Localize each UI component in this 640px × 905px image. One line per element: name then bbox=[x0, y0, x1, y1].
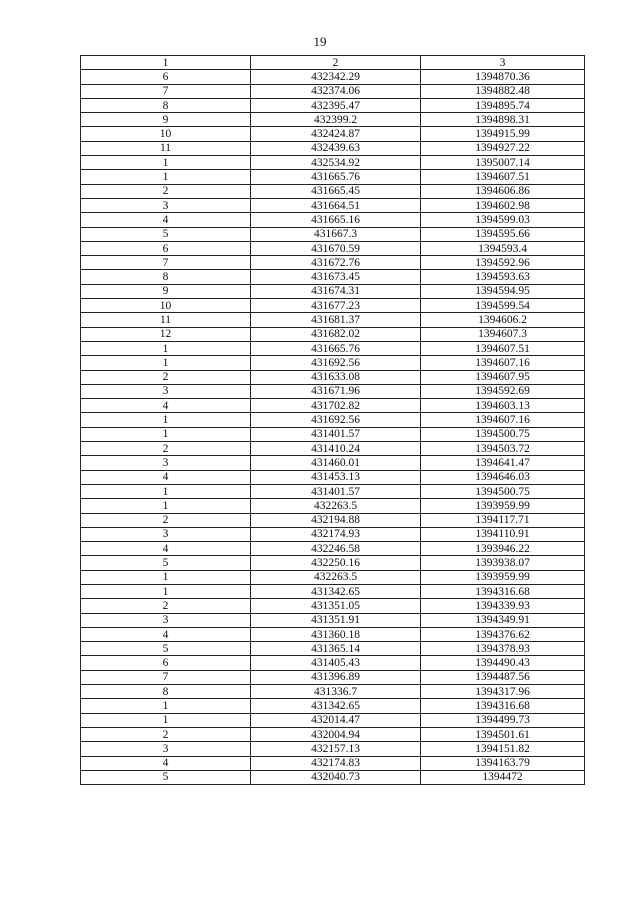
cell-x-coordinate: 431665.45 bbox=[251, 184, 421, 198]
table-row bbox=[81, 213, 585, 227]
table-row bbox=[81, 384, 585, 398]
cell-point-number: 4 bbox=[81, 399, 251, 413]
cell-x-coordinate: 432439.63 bbox=[251, 141, 421, 155]
cell-point-number: 4 bbox=[81, 756, 251, 770]
cell-x-coordinate: 432250.16 bbox=[251, 556, 421, 570]
cell-x-coordinate: 431674.31 bbox=[251, 284, 421, 298]
cell-x-coordinate: 432534.92 bbox=[251, 156, 421, 170]
cell-point-number: 3 bbox=[81, 198, 251, 212]
cell-y-coordinate: 1394607.95 bbox=[421, 370, 585, 384]
cell-point-number: 1 bbox=[81, 699, 251, 713]
cell-y-coordinate: 1394606.2 bbox=[421, 313, 585, 327]
cell-x-coordinate: 431405.43 bbox=[251, 656, 421, 670]
table-row bbox=[81, 327, 585, 341]
cell-x-coordinate: 431342.65 bbox=[251, 584, 421, 598]
cell-point-number: 6 bbox=[81, 241, 251, 255]
cell-y-coordinate: 1394163.79 bbox=[421, 756, 585, 770]
cell-x-coordinate: 432424.87 bbox=[251, 127, 421, 141]
cell-y-coordinate: 1394607.16 bbox=[421, 356, 585, 370]
cell-x-coordinate: 432014.47 bbox=[251, 713, 421, 727]
coordinates-table bbox=[80, 55, 585, 785]
table-row bbox=[81, 699, 585, 713]
cell-x-coordinate: 431681.37 bbox=[251, 313, 421, 327]
cell-y-coordinate: 1394607.16 bbox=[421, 413, 585, 427]
table-body bbox=[81, 70, 585, 785]
cell-y-coordinate: 1394927.22 bbox=[421, 141, 585, 155]
cell-x-coordinate: 431401.57 bbox=[251, 427, 421, 441]
cell-y-coordinate: 1394882.48 bbox=[421, 84, 585, 98]
cell-y-coordinate: 1394500.75 bbox=[421, 484, 585, 498]
cell-y-coordinate: 1394490.43 bbox=[421, 656, 585, 670]
cell-y-coordinate: 1394595.66 bbox=[421, 227, 585, 241]
cell-y-coordinate: 1393959.99 bbox=[421, 570, 585, 584]
cell-point-number: 1 bbox=[81, 570, 251, 584]
cell-y-coordinate: 1394339.93 bbox=[421, 599, 585, 613]
table-row bbox=[81, 685, 585, 699]
column-header-y: 3 bbox=[421, 56, 585, 70]
cell-point-number: 2 bbox=[81, 513, 251, 527]
cell-y-coordinate: 1394606.86 bbox=[421, 184, 585, 198]
cell-y-coordinate: 1394895.74 bbox=[421, 98, 585, 112]
cell-x-coordinate: 432174.83 bbox=[251, 756, 421, 770]
cell-x-coordinate: 431360.18 bbox=[251, 627, 421, 641]
cell-point-number: 4 bbox=[81, 627, 251, 641]
table-row bbox=[81, 742, 585, 756]
cell-x-coordinate: 431673.45 bbox=[251, 270, 421, 284]
cell-y-coordinate: 1394593.4 bbox=[421, 241, 585, 255]
table-row bbox=[81, 513, 585, 527]
cell-y-coordinate: 1394646.03 bbox=[421, 470, 585, 484]
cell-y-coordinate: 1394593.63 bbox=[421, 270, 585, 284]
cell-x-coordinate: 431692.56 bbox=[251, 356, 421, 370]
cell-x-coordinate: 432374.06 bbox=[251, 84, 421, 98]
cell-y-coordinate: 1394607.3 bbox=[421, 327, 585, 341]
cell-point-number: 7 bbox=[81, 256, 251, 270]
cell-x-coordinate: 431342.65 bbox=[251, 699, 421, 713]
table-row bbox=[81, 756, 585, 770]
table-row bbox=[81, 413, 585, 427]
cell-point-number: 4 bbox=[81, 542, 251, 556]
table-row bbox=[81, 442, 585, 456]
table-row bbox=[81, 70, 585, 84]
page-number: 19 bbox=[313, 34, 327, 49]
table-row bbox=[81, 184, 585, 198]
cell-y-coordinate: 1394592.69 bbox=[421, 384, 585, 398]
table-row bbox=[81, 642, 585, 656]
cell-y-coordinate: 1394349.91 bbox=[421, 613, 585, 627]
table-row bbox=[81, 127, 585, 141]
cell-y-coordinate: 1394501.61 bbox=[421, 727, 585, 741]
table-row bbox=[81, 727, 585, 741]
table-row bbox=[81, 456, 585, 470]
cell-y-coordinate: 1394592.96 bbox=[421, 256, 585, 270]
cell-point-number: 5 bbox=[81, 556, 251, 570]
cell-y-coordinate: 1393938.07 bbox=[421, 556, 585, 570]
cell-y-coordinate: 1394316.68 bbox=[421, 584, 585, 598]
table-row bbox=[81, 613, 585, 627]
cell-point-number: 6 bbox=[81, 70, 251, 84]
table-row bbox=[81, 270, 585, 284]
table-row bbox=[81, 527, 585, 541]
cell-x-coordinate: 432174.93 bbox=[251, 527, 421, 541]
cell-point-number: 8 bbox=[81, 270, 251, 284]
cell-x-coordinate: 431365.14 bbox=[251, 642, 421, 656]
table-row bbox=[81, 227, 585, 241]
cell-y-coordinate: 1394602.98 bbox=[421, 198, 585, 212]
cell-x-coordinate: 431702.82 bbox=[251, 399, 421, 413]
cell-x-coordinate: 432342.29 bbox=[251, 70, 421, 84]
cell-point-number: 10 bbox=[81, 127, 251, 141]
cell-x-coordinate: 431396.89 bbox=[251, 670, 421, 684]
table-row bbox=[81, 370, 585, 384]
cell-y-coordinate: 1394317.96 bbox=[421, 685, 585, 699]
cell-x-coordinate: 431336.7 bbox=[251, 685, 421, 699]
cell-point-number: 11 bbox=[81, 141, 251, 155]
table-row bbox=[81, 484, 585, 498]
cell-point-number: 1 bbox=[81, 413, 251, 427]
cell-y-coordinate: 1394607.51 bbox=[421, 341, 585, 355]
cell-y-coordinate: 1393946.22 bbox=[421, 542, 585, 556]
cell-point-number: 1 bbox=[81, 356, 251, 370]
cell-x-coordinate: 431633.08 bbox=[251, 370, 421, 384]
cell-point-number: 1 bbox=[81, 170, 251, 184]
table-row bbox=[81, 542, 585, 556]
table-row bbox=[81, 284, 585, 298]
cell-x-coordinate: 431351.05 bbox=[251, 599, 421, 613]
cell-y-coordinate: 1394594.95 bbox=[421, 284, 585, 298]
cell-x-coordinate: 432040.73 bbox=[251, 770, 421, 784]
cell-x-coordinate: 432395.47 bbox=[251, 98, 421, 112]
cell-y-coordinate: 1394503.72 bbox=[421, 442, 585, 456]
cell-point-number: 1 bbox=[81, 341, 251, 355]
cell-point-number: 2 bbox=[81, 442, 251, 456]
cell-y-coordinate: 1394603.13 bbox=[421, 399, 585, 413]
table-header-row bbox=[81, 56, 585, 70]
cell-point-number: 4 bbox=[81, 470, 251, 484]
cell-y-coordinate: 1394641.47 bbox=[421, 456, 585, 470]
cell-y-coordinate: 1394599.03 bbox=[421, 213, 585, 227]
cell-x-coordinate: 431351.91 bbox=[251, 613, 421, 627]
cell-y-coordinate: 1394378.93 bbox=[421, 642, 585, 656]
table-row bbox=[81, 713, 585, 727]
cell-point-number: 8 bbox=[81, 98, 251, 112]
table-row bbox=[81, 627, 585, 641]
cell-point-number: 1 bbox=[81, 484, 251, 498]
cell-x-coordinate: 431667.3 bbox=[251, 227, 421, 241]
cell-y-coordinate: 1394151.82 bbox=[421, 742, 585, 756]
table-row bbox=[81, 241, 585, 255]
table-row bbox=[81, 599, 585, 613]
cell-point-number: 1 bbox=[81, 713, 251, 727]
cell-x-coordinate: 432263.5 bbox=[251, 499, 421, 513]
column-header-x: 2 bbox=[251, 56, 421, 70]
cell-x-coordinate: 431453.13 bbox=[251, 470, 421, 484]
cell-point-number: 1 bbox=[81, 499, 251, 513]
cell-point-number: 7 bbox=[81, 670, 251, 684]
table-row bbox=[81, 470, 585, 484]
cell-y-coordinate: 1394472 bbox=[421, 770, 585, 784]
cell-x-coordinate: 431677.23 bbox=[251, 299, 421, 313]
cell-point-number: 8 bbox=[81, 685, 251, 699]
cell-point-number: 3 bbox=[81, 742, 251, 756]
cell-y-coordinate: 1394117.71 bbox=[421, 513, 585, 527]
cell-y-coordinate: 1393959.99 bbox=[421, 499, 585, 513]
cell-point-number: 5 bbox=[81, 227, 251, 241]
table-row bbox=[81, 341, 585, 355]
cell-y-coordinate: 1394898.31 bbox=[421, 113, 585, 127]
cell-x-coordinate: 431671.96 bbox=[251, 384, 421, 398]
table-row bbox=[81, 84, 585, 98]
table-row bbox=[81, 670, 585, 684]
cell-x-coordinate: 432004.94 bbox=[251, 727, 421, 741]
cell-x-coordinate: 432246.58 bbox=[251, 542, 421, 556]
cell-x-coordinate: 431682.02 bbox=[251, 327, 421, 341]
cell-x-coordinate: 431665.16 bbox=[251, 213, 421, 227]
table-row bbox=[81, 656, 585, 670]
cell-point-number: 1 bbox=[81, 156, 251, 170]
cell-y-coordinate: 1394487.56 bbox=[421, 670, 585, 684]
cell-y-coordinate: 1394499.73 bbox=[421, 713, 585, 727]
cell-point-number: 7 bbox=[81, 84, 251, 98]
column-header-point: 1 bbox=[81, 56, 251, 70]
cell-point-number: 3 bbox=[81, 456, 251, 470]
cell-point-number: 9 bbox=[81, 284, 251, 298]
cell-point-number: 1 bbox=[81, 427, 251, 441]
cell-x-coordinate: 431460.01 bbox=[251, 456, 421, 470]
table-row bbox=[81, 584, 585, 598]
table-row bbox=[81, 570, 585, 584]
cell-point-number: 3 bbox=[81, 527, 251, 541]
cell-y-coordinate: 1395007.14 bbox=[421, 156, 585, 170]
cell-x-coordinate: 431670.59 bbox=[251, 241, 421, 255]
table-row bbox=[81, 156, 585, 170]
cell-point-number: 5 bbox=[81, 770, 251, 784]
cell-y-coordinate: 1394316.68 bbox=[421, 699, 585, 713]
cell-point-number: 9 bbox=[81, 113, 251, 127]
table-row bbox=[81, 198, 585, 212]
table-row bbox=[81, 399, 585, 413]
cell-point-number: 2 bbox=[81, 370, 251, 384]
table-row bbox=[81, 141, 585, 155]
cell-point-number: 2 bbox=[81, 184, 251, 198]
table-row bbox=[81, 770, 585, 784]
cell-x-coordinate: 431401.57 bbox=[251, 484, 421, 498]
table-row bbox=[81, 556, 585, 570]
cell-point-number: 11 bbox=[81, 313, 251, 327]
cell-point-number: 1 bbox=[81, 584, 251, 598]
cell-x-coordinate: 432194.88 bbox=[251, 513, 421, 527]
cell-point-number: 10 bbox=[81, 299, 251, 313]
cell-point-number: 4 bbox=[81, 213, 251, 227]
cell-x-coordinate: 432263.5 bbox=[251, 570, 421, 584]
table-row bbox=[81, 499, 585, 513]
cell-y-coordinate: 1394599.54 bbox=[421, 299, 585, 313]
table-row bbox=[81, 356, 585, 370]
cell-point-number: 2 bbox=[81, 727, 251, 741]
cell-y-coordinate: 1394110.91 bbox=[421, 527, 585, 541]
cell-x-coordinate: 432157.13 bbox=[251, 742, 421, 756]
cell-y-coordinate: 1394500.75 bbox=[421, 427, 585, 441]
cell-y-coordinate: 1394607.51 bbox=[421, 170, 585, 184]
cell-x-coordinate: 431410.24 bbox=[251, 442, 421, 456]
cell-point-number: 3 bbox=[81, 384, 251, 398]
table-row bbox=[81, 256, 585, 270]
cell-point-number: 6 bbox=[81, 656, 251, 670]
cell-x-coordinate: 431692.56 bbox=[251, 413, 421, 427]
table-row bbox=[81, 170, 585, 184]
cell-y-coordinate: 1394870.36 bbox=[421, 70, 585, 84]
table-row bbox=[81, 313, 585, 327]
cell-x-coordinate: 431665.76 bbox=[251, 341, 421, 355]
table-row bbox=[81, 113, 585, 127]
cell-y-coordinate: 1394915.99 bbox=[421, 127, 585, 141]
cell-x-coordinate: 431664.51 bbox=[251, 198, 421, 212]
cell-y-coordinate: 1394376.62 bbox=[421, 627, 585, 641]
cell-x-coordinate: 431672.76 bbox=[251, 256, 421, 270]
cell-point-number: 2 bbox=[81, 599, 251, 613]
cell-point-number: 12 bbox=[81, 327, 251, 341]
table-row bbox=[81, 427, 585, 441]
table-row bbox=[81, 299, 585, 313]
table-row bbox=[81, 98, 585, 112]
cell-point-number: 5 bbox=[81, 642, 251, 656]
cell-point-number: 3 bbox=[81, 613, 251, 627]
cell-x-coordinate: 431665.76 bbox=[251, 170, 421, 184]
cell-x-coordinate: 432399.2 bbox=[251, 113, 421, 127]
